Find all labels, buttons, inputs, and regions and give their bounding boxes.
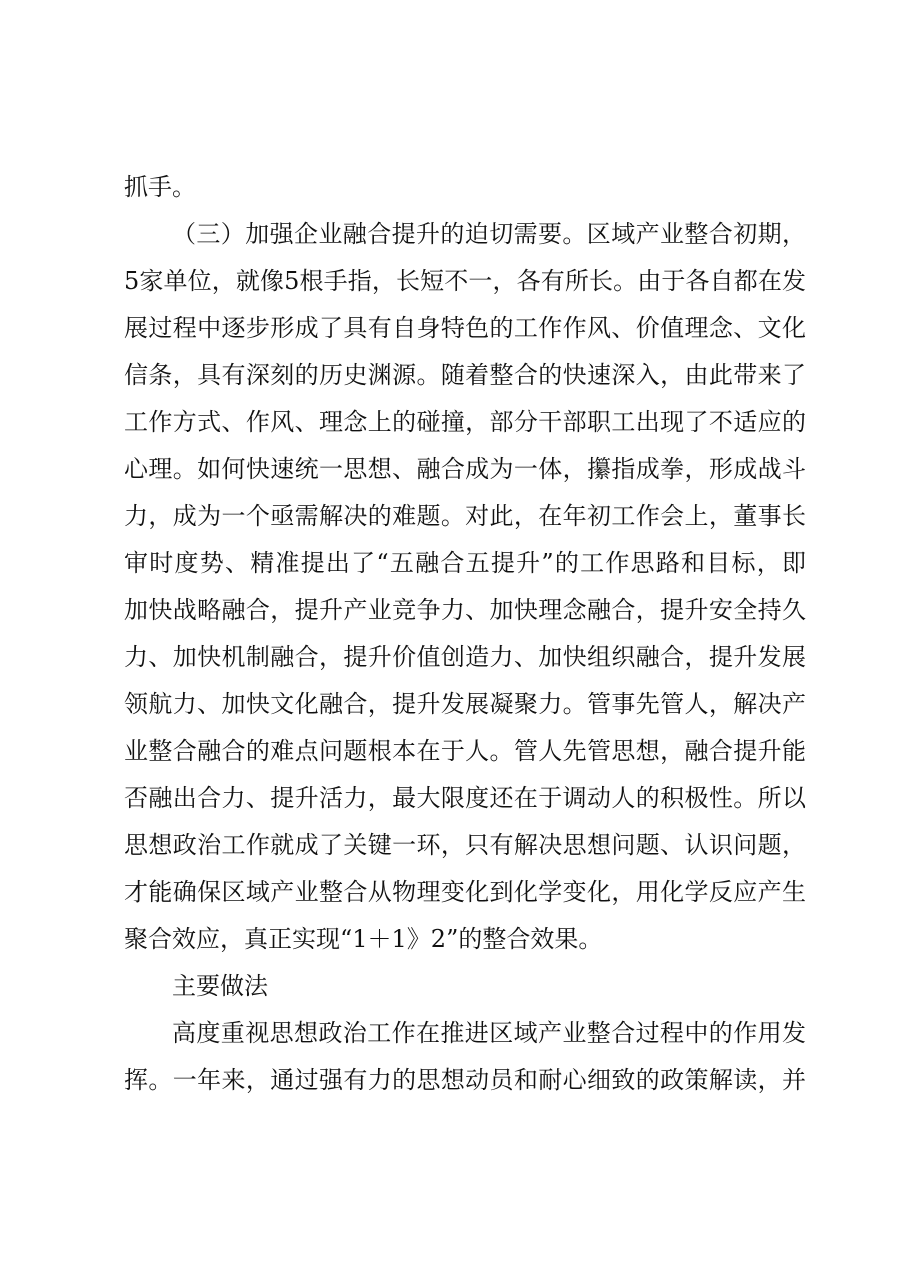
text-line: （三）加强企业融合提升的迫切需要。区域产业整合初期， — [172, 220, 806, 248]
text-line: 心理。如何快速统一思想、融合成为一体，攥指成拳，形成战斗 — [124, 455, 806, 483]
text-line: 信条，具有深刻的历史渊源。随着整合的快速深入，由此带来了 — [124, 361, 806, 389]
text-line: 领航力、加快文化融合，提升发展凝聚力。管事先管人，解决产 — [124, 690, 806, 718]
text-line: 抓手。 — [124, 173, 196, 201]
text-line: 否融出合力、提升活力，最大限度还在于调动人的积极性。所以 — [124, 784, 806, 812]
text-line: 挥。一年来，通过强有力的思想动员和耐心细致的政策解读，并 — [124, 1066, 806, 1094]
document-body — [124, 164, 806, 1104]
text-line: 加快战略融合，提升产业竞争力、加快理念融合，提升安全持久 — [124, 596, 806, 624]
text-line: 5家单位，就像5根手指，长短不一，各有所长。由于各自都在发 — [124, 267, 806, 295]
text-line: 聚合效应，真正实现“1＋1》2”的整合效果。 — [124, 925, 603, 953]
section-heading: 主要做法 — [172, 972, 268, 1000]
text-line: 展过程中逐步形成了具有自身特色的工作作风、价值理念、文化 — [124, 314, 806, 342]
text-line: 才能确保区域产业整合从物理变化到化学变化，用化学反应产生 — [124, 878, 806, 906]
text-line: 力，成为一个亟需解决的难题。对此，在年初工作会上，董事长 — [124, 502, 806, 530]
text-line: 力、加快机制融合，提升价值创造力、加快组织融合，提升发展 — [124, 643, 806, 671]
text-line: 思想政治工作就成了关键一环，只有解决思想问题、认识问题， — [124, 831, 806, 859]
text-line: 审时度势、精准提出了“五融合五提升”的工作思路和目标，即 — [124, 549, 806, 577]
text-line: 业整合融合的难点问题根本在于人。管人先管思想，融合提升能 — [124, 737, 806, 765]
text-line: 高度重视思想政治工作在推进区域产业整合过程中的作用发 — [172, 1019, 806, 1047]
text-line: 工作方式、作风、理念上的碰撞，部分干部职工出现了不适应的 — [124, 408, 806, 436]
